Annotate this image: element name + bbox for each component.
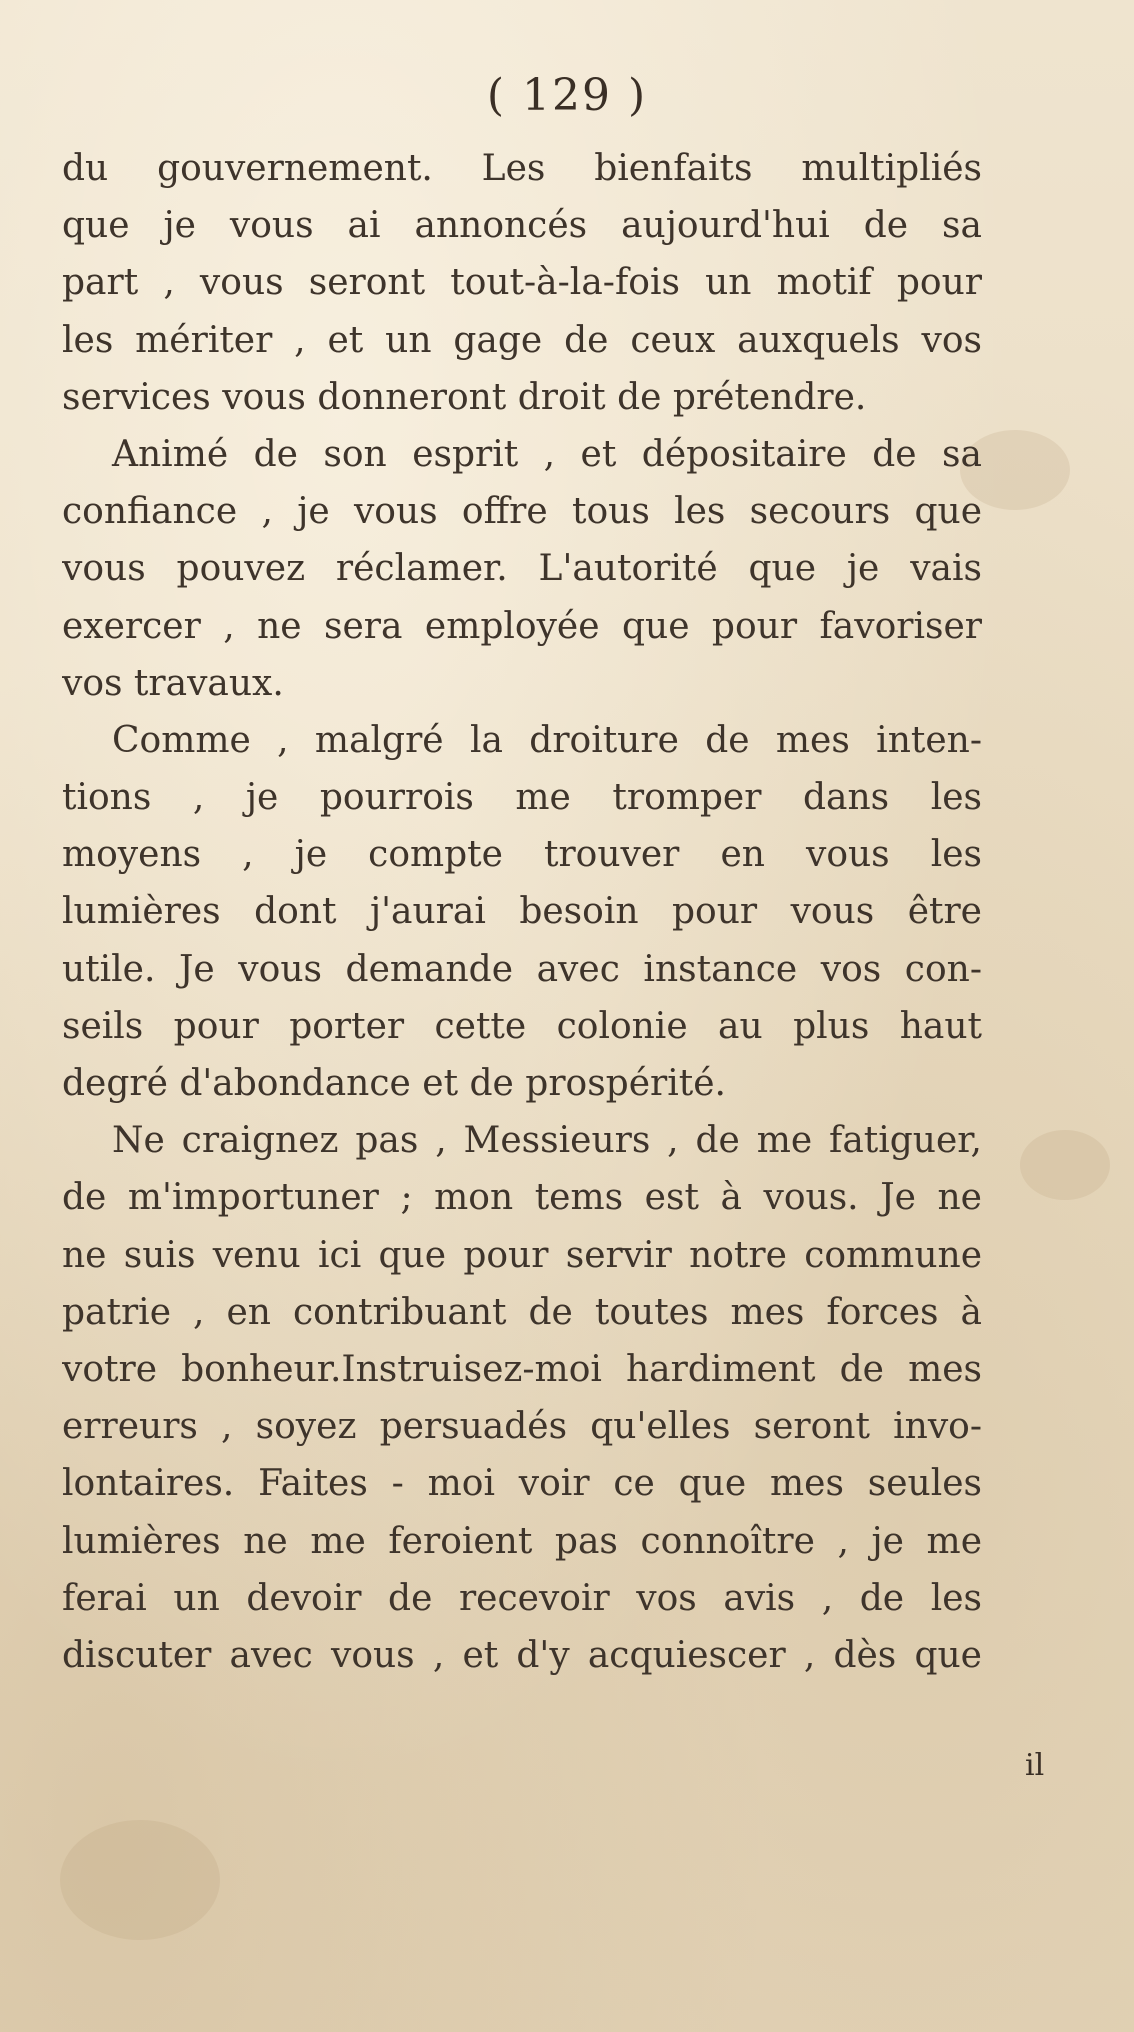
text-line: vous pouvez réclamer. L'autorité que je vais xyxy=(62,548,982,590)
text-line: Animé de son esprit , et dépositaire de sa xyxy=(112,433,982,475)
text-line: ferai un devoir de recevoir vos avis , de les xyxy=(62,1577,982,1619)
text-line: degré d'abondance et de prospérité. xyxy=(62,1063,726,1104)
text-line: les mériter , et un gage de ceux auxquels vos xyxy=(62,319,982,361)
text-line: erreurs , soyez persuadés qu'elles seront invo- xyxy=(62,1406,982,1448)
text-line: seils pour porter cette colonie au plus haut xyxy=(62,1005,982,1047)
text-line: de m'importuner ; mon tems est à vous. Je ne xyxy=(62,1177,982,1219)
paper-stain xyxy=(60,1820,220,1940)
text-line: services vous donneront droit de prétendre. xyxy=(62,376,867,418)
text-line: du gouvernement. Les bienfaits multipliés xyxy=(62,148,982,189)
catchword: il xyxy=(1025,1748,1045,1783)
text-line: patrie , en contribuant de toutes mes forces à xyxy=(62,1291,982,1333)
body-text xyxy=(62,140,982,1684)
text-line: Comme , malgré la droiture de mes inten- xyxy=(112,719,982,761)
text-line: que je vous ai annoncés aujourd'hui de sa xyxy=(62,205,982,247)
text-line: discuter avec vous , et d'y acquiescer , dès que xyxy=(62,1634,982,1676)
text-line: exercer , ne sera employée que pour favoriser xyxy=(62,605,982,647)
text-line: votre bonheur.Instruisez-moi hardiment de mes xyxy=(62,1348,982,1390)
text-line: part , vous seront tout-à-la-fois un motif pour xyxy=(62,262,982,304)
text-line: lumières ne me feroient pas connoître , je me xyxy=(62,1520,982,1562)
text-line: moyens , je compte trouver en vous les xyxy=(62,834,982,876)
text-line: Ne craignez pas , Messieurs , de me fatiguer, xyxy=(112,1120,982,1162)
text-line: lumières dont j'aurai besoin pour vous être xyxy=(62,891,982,933)
text-line: utile. Je vous demande avec instance vos con- xyxy=(62,948,982,990)
paper-stain xyxy=(1020,1130,1110,1200)
text-line: lontaires. Faites - moi voir ce que mes seules xyxy=(62,1463,982,1505)
page-number: ( 129 ) xyxy=(486,70,648,121)
text-line: vos travaux. xyxy=(62,662,284,704)
text-line: tions , je pourrois me tromper dans les xyxy=(62,777,982,819)
text-line: confiance , je vous offre tous les secours que xyxy=(62,491,982,533)
text-line: ne suis venu ici que pour servir notre commune xyxy=(62,1234,982,1276)
